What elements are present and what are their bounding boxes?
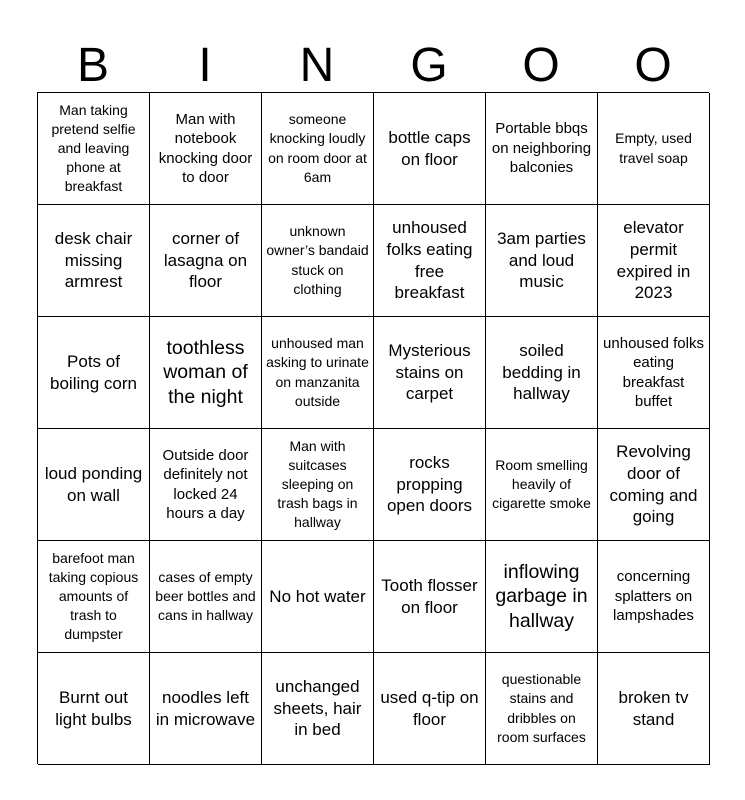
- bingo-cell[interactable]: [262, 429, 374, 541]
- bingo-cell[interactable]: [598, 93, 710, 205]
- cell-text: unhoused man asking to urinate on manzanita outside: [266, 335, 369, 409]
- cell-text: unchanged sheets, hair in bed: [273, 677, 362, 740]
- cell-text: bottle caps on floor: [388, 127, 471, 169]
- bingo-cell[interactable]: [150, 205, 262, 317]
- bingo-cell[interactable]: [486, 93, 598, 205]
- cell-text: broken tv stand: [618, 687, 689, 729]
- cell-text: questionable stains and dribbles on room surfaces: [497, 671, 586, 745]
- bingo-cell[interactable]: [38, 429, 150, 541]
- bingo-cell[interactable]: [262, 653, 374, 765]
- header-letter-o-2: O: [634, 38, 672, 92]
- cell-text: toothless woman of the night: [163, 336, 248, 408]
- cell-text: loud ponding on wall: [44, 463, 143, 505]
- cell-text: Man with notebook knocking door to door: [158, 110, 253, 186]
- bingo-cell[interactable]: [486, 653, 598, 765]
- bingo-cell[interactable]: [374, 541, 486, 653]
- bingo-cell[interactable]: [374, 317, 486, 429]
- bingo-cell[interactable]: [150, 429, 262, 541]
- header-letter-o: O: [522, 38, 560, 92]
- bingo-cell[interactable]: [150, 317, 262, 429]
- cell-text: someone knocking loudly on room door at 6am: [268, 111, 367, 185]
- header-letter-i: I: [198, 38, 212, 92]
- cell-text: cases of empty beer bottles and cans in hallway: [155, 568, 256, 624]
- header-letter-b: B: [76, 38, 109, 92]
- cell-text: corner of lasagna on floor: [163, 229, 248, 292]
- bingo-cell[interactable]: [38, 541, 150, 653]
- cell-text: Man with suitcases sleeping on trash bags in hallway: [277, 437, 358, 531]
- bingo-cell[interactable]: [374, 429, 486, 541]
- cell-text: No hot water: [269, 586, 366, 606]
- bingo-cell[interactable]: [486, 429, 598, 541]
- bingo-cell[interactable]: [374, 653, 486, 765]
- bingo-cell[interactable]: [262, 205, 374, 317]
- bingo-cell[interactable]: [150, 653, 262, 765]
- header-letter-g: G: [410, 38, 448, 92]
- bingo-cell[interactable]: [486, 205, 598, 317]
- cell-text: desk chair missing armrest: [54, 229, 133, 292]
- bingo-cell[interactable]: [262, 541, 374, 653]
- header-letter-n: N: [299, 38, 335, 92]
- cell-text: Burnt out light bulbs: [55, 687, 132, 729]
- bingo-cell[interactable]: [598, 317, 710, 429]
- cell-text: Room smelling heavily of cigarette smoke: [492, 456, 591, 512]
- cell-text: barefoot man taking copious amounts of trash to dumpster: [48, 549, 139, 643]
- bingo-cell[interactable]: [486, 317, 598, 429]
- cell-text: 3am parties and loud music: [497, 229, 586, 292]
- cell-text: Outside door definitely not locked 24 hours a day: [162, 446, 249, 522]
- bingo-cell[interactable]: [374, 205, 486, 317]
- bingo-cell[interactable]: [598, 541, 710, 653]
- bingo-cell[interactable]: [374, 93, 486, 205]
- bingo-cell[interactable]: [262, 317, 374, 429]
- bingo-cell[interactable]: [598, 205, 710, 317]
- cell-text: Empty, used travel soap: [615, 130, 692, 166]
- cell-text: inflowing garbage in hallway: [495, 560, 588, 632]
- cell-text: Pots of boiling corn: [50, 351, 137, 393]
- cell-text: unhoused folks eating free breakfast: [386, 218, 473, 303]
- cell-text: Mysterious stains on carpet: [388, 341, 471, 404]
- bingo-cell[interactable]: [486, 541, 598, 653]
- cell-text: noodles left in microwave: [155, 687, 256, 729]
- cell-text: Tooth flosser on floor: [381, 575, 478, 617]
- bingo-cell[interactable]: [598, 653, 710, 765]
- cell-text: Portable bbqs on neighboring balconies: [491, 120, 592, 177]
- bingo-cell[interactable]: [38, 317, 150, 429]
- cell-text: Man taking pretend selfie and leaving phone at breakfast: [51, 101, 136, 195]
- bingo-grid: [37, 92, 709, 764]
- cell-text: rocks propping open doors: [386, 453, 473, 516]
- bingo-cell[interactable]: [262, 93, 374, 205]
- bingo-cell[interactable]: [598, 429, 710, 541]
- bingo-cell[interactable]: [38, 653, 150, 765]
- bingo-cell[interactable]: [38, 205, 150, 317]
- cell-text: concerning splatters on lampshades: [613, 568, 694, 625]
- bingo-cell[interactable]: [150, 93, 262, 205]
- cell-text: used q-tip on floor: [380, 687, 479, 729]
- bingo-header: [37, 38, 709, 93]
- bingo-cell[interactable]: [38, 93, 150, 205]
- cell-text: soiled bedding in hallway: [502, 341, 581, 404]
- cell-text: Revolving door of coming and going: [609, 442, 698, 527]
- cell-text: elevator permit expired in 2023: [616, 218, 691, 303]
- cell-text: unknown owner’s bandaid stuck on clothing: [266, 223, 369, 297]
- bingo-cell[interactable]: [150, 541, 262, 653]
- cell-text: unhoused folks eating breakfast buffet: [603, 334, 704, 410]
